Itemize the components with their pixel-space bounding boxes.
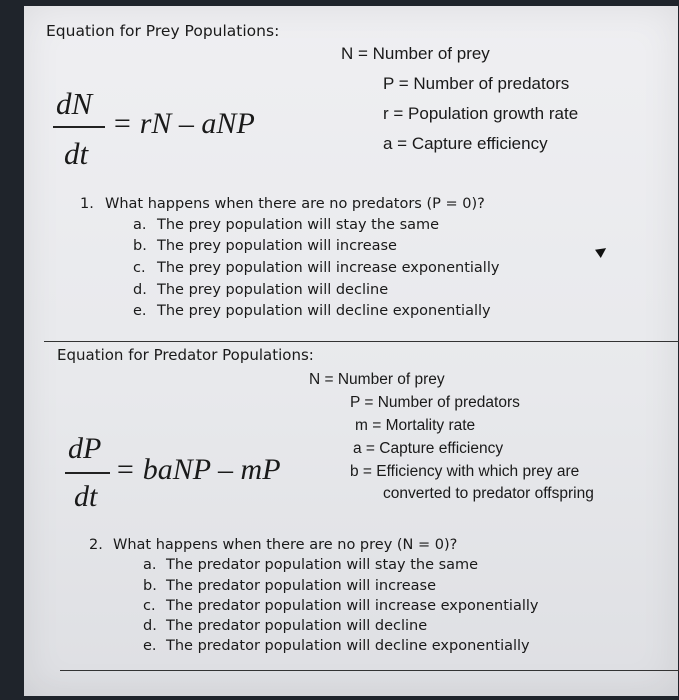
q1-option-d[interactable]: The prey population will decline <box>157 282 389 298</box>
predator-eq-rhs: = baNP – mP <box>115 453 281 486</box>
prey-eq-denominator: dt <box>64 136 89 171</box>
section-divider <box>44 341 679 342</box>
q1-option-e[interactable]: The prey population will decline exponentially <box>157 303 491 319</box>
prey-def-r: r = Population growth rate <box>383 104 579 123</box>
q2-option-c[interactable]: The predator population will increase exponentially <box>166 598 539 614</box>
prey-eq-numerator: dN <box>56 86 93 121</box>
q1-option-b[interactable]: The prey population will increase <box>157 238 397 254</box>
q2-option-e[interactable]: The predator population will decline exponentially <box>166 638 530 654</box>
prey-def-a: a = Capture efficiency <box>383 134 548 153</box>
q1-option-a[interactable]: The prey population will stay the same <box>157 217 440 233</box>
prey-fraction-bar <box>53 126 105 128</box>
q2-option-a[interactable]: The predator population will stay the same <box>166 557 479 573</box>
predator-def-a: a = Capture efficiency <box>353 440 504 457</box>
q1-option-c-letter: c. <box>133 260 146 276</box>
prey-def-p: P = Number of predators <box>383 74 570 93</box>
predator-def-n: N = Number of prey <box>309 371 445 388</box>
prey-eq-rhs: = rN – aNP <box>112 107 255 140</box>
predator-eq-denominator: dt <box>74 480 98 513</box>
q1-option-d-letter: d. <box>133 282 147 298</box>
bottom-divider <box>60 670 679 671</box>
predator-def-m: m = Mortality rate <box>355 417 476 434</box>
predator-fraction-bar <box>65 472 110 474</box>
q1-option-a-letter: a. <box>133 217 147 233</box>
q1-option-b-letter: b. <box>133 238 147 254</box>
question-2-number: 2. <box>89 537 103 553</box>
q2-option-c-letter: c. <box>143 598 156 614</box>
question-1-number: 1. <box>80 196 94 212</box>
predator-def-p: P = Number of predators <box>350 394 520 411</box>
q1-option-e-letter: e. <box>133 303 147 319</box>
q2-option-b-letter: b. <box>143 578 157 594</box>
q1-option-c[interactable]: The prey population will increase exponentially <box>157 260 500 276</box>
prey-def-n: N = Number of prey <box>341 44 490 63</box>
predator-def-b-cont: converted to predator offspring <box>383 485 594 502</box>
predator-def-b: b = Efficiency with which prey are <box>350 463 580 480</box>
prey-heading: Equation for Prey Populations: <box>46 22 280 40</box>
q2-option-d[interactable]: The predator population will decline <box>166 618 428 634</box>
question-1-text: What happens when there are no predators (P = 0)? <box>105 196 485 212</box>
q2-option-a-letter: a. <box>143 557 157 573</box>
question-2-text: What happens when there are no prey (N = 0)? <box>113 537 458 553</box>
q2-option-d-letter: d. <box>143 618 157 634</box>
q2-option-e-letter: e. <box>143 638 157 654</box>
q2-option-b[interactable]: The predator population will increase <box>166 578 436 594</box>
predator-eq-numerator: dP <box>68 432 102 465</box>
predator-heading: Equation for Predator Populations: <box>57 346 314 364</box>
